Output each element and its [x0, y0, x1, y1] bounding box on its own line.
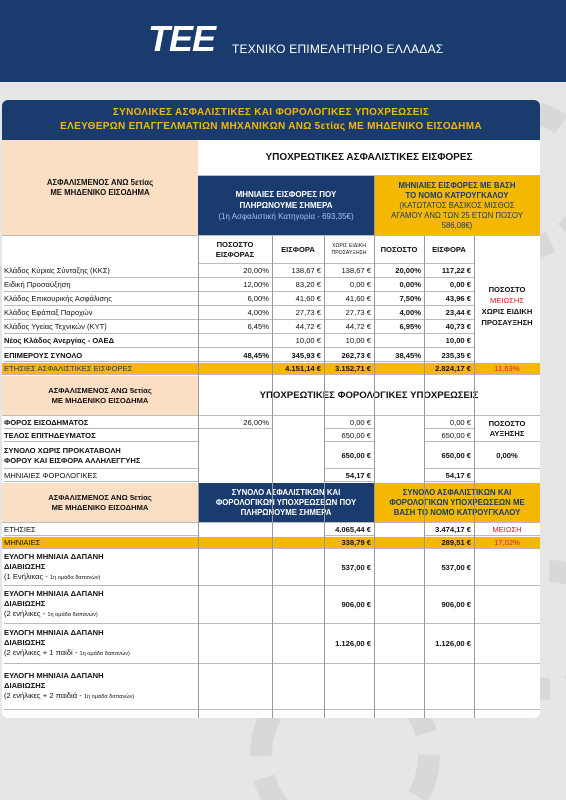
monthly-total-gap — [374, 537, 424, 549]
expense-title-2: ΔΙΑΒΙΩΣΗΣ — [4, 681, 46, 690]
increase-side-note: ΠΟΣΟΣΤΟ ΑΥΞΗΣΗΣ — [474, 417, 540, 442]
grid-line — [424, 236, 425, 718]
monthly-tax-noinc: 54,17 € — [324, 470, 374, 482]
subtotal-pct: 48,45% — [198, 350, 272, 362]
insurance-row-pct2 — [374, 334, 424, 348]
expense-note-main: (1 Ενήλικας - — [4, 572, 48, 581]
annual-total-label: ΕΤΗΣΙΕΣ — [4, 524, 198, 536]
insurance-row-noinc: 27,73 € — [324, 306, 374, 320]
expense-note-small: 1η ομάδα δαπανών) — [79, 651, 130, 657]
expense-title-2: ΔΙΑΒΙΩΣΗΣ — [4, 562, 46, 571]
insurance-row-contrib: 27,73 € — [272, 306, 324, 320]
expense-note — [4, 648, 130, 659]
monthly-total-contrib2: 289,51 € — [424, 537, 474, 549]
insurance-row-pct: 4,00% — [198, 306, 272, 320]
business-tax-contrib2: 650,00 € — [424, 430, 474, 442]
expense-row-label — [4, 550, 198, 586]
subtotal-contrib: 345,93 € — [272, 350, 324, 362]
annual-insurance-gap — [374, 363, 424, 375]
income-tax-noinc: 0,00 € — [324, 417, 374, 429]
insurance-row-noinc: 41,60 € — [324, 292, 374, 306]
tax-total-noinc: 650,00 € — [324, 443, 374, 469]
annual-total-note: ΜΕΙΩΣΗ — [474, 524, 540, 536]
col-noinc-header: ΧΩΡΙΣ ΕΙΔΙΚΗ ΠΡΟΣΑΥΞΗΣΗ — [324, 236, 374, 264]
expense-title: ΕΥΛΟΓΗ ΜΗΝΙΑΙΑ ΔΑΠΑΝΗ — [4, 628, 104, 637]
insurance-row-pct: 20,00% — [198, 264, 272, 278]
monthly-total-label: ΜΗΝΙΑΙΕΣ — [2, 537, 324, 549]
expense-row-contrib2: 537,00 € — [424, 550, 474, 586]
grid-line — [474, 236, 475, 718]
insurance-row-label: Κλάδος Επικουρικής Ασφάλισης — [4, 292, 198, 306]
insurance-row-pct2: 4,00% — [374, 306, 424, 320]
header-banner — [0, 0, 566, 82]
subtotal-contrib2: 235,35 € — [424, 350, 474, 362]
expense-title: ΕΥΛΟΓΗ ΜΗΝΙΑΙΑ ΔΑΠΑΝΗ — [4, 552, 104, 561]
insurance-row-pct2: 6,95% — [374, 320, 424, 334]
insurance-row-pct: 6,45% — [198, 320, 272, 334]
subtotal-label: ΕΠΙΜΕΡΟΥΣ ΣΥΝΟΛΟ — [4, 350, 198, 362]
insurance-row-contrib2: 40,73 € — [424, 320, 474, 334]
expense-row-noinc: 537,00 € — [324, 550, 374, 586]
insurance-row-contrib2: 0,00 € — [424, 278, 474, 292]
expense-note-main: (2 ενήλικες + 2 παιδιά - — [4, 691, 82, 700]
annual-insurance-noinc: 3.152,71 € — [324, 363, 374, 375]
insured-label-3: ΑΣΦΑΛΙΣΜΕΝΟΣ ΑΝΩ 5ετίας ΜΕ ΜΗΔΕΝΙΚΟ ΕΙΣΟΔΗΜΑ — [2, 483, 198, 523]
insurance-row-contrib2: 43,96 € — [424, 292, 474, 306]
expense-row-noinc: 1.126,00 € — [324, 624, 374, 664]
business-tax-label: ΤΕΛΟΣ ΕΠΙΤΗΔΕΥΜΑΤΟΣ — [4, 430, 198, 442]
insurance-row-pct2: 20,00% — [374, 264, 424, 278]
expense-note-main: (2 ενήλικες - — [4, 609, 46, 618]
expense-row-noinc — [324, 664, 374, 710]
summary-table-card — [2, 100, 540, 718]
today-contributions-header: ΜΗΝΙΑΙΕΣ ΕΙΣΦΟΡΕΣ ΠΟΥ ΠΛΗΡΩΝΟΥΜΕ ΣΗΜΕΡΑ (1η Ασφαλιστική Κατηγορία - 693,35€) — [198, 176, 374, 236]
insurance-row-label: Ειδική Προσαύξηση — [4, 278, 198, 292]
insurance-row-contrib2: 117,22 € — [424, 264, 474, 278]
expense-note — [4, 691, 134, 702]
expense-note — [4, 609, 98, 620]
monthly-total-pct: 17,02% — [474, 537, 540, 549]
insurance-row-pct: 12,00% — [198, 278, 272, 292]
insurance-row-label: Κλάδος Κύριας Σύνταξης (ΚΚΣ) — [4, 264, 198, 278]
col-contrib-header: ΕΙΣΦΟΡΑ — [272, 236, 324, 264]
insurance-row-pct2: 7,50% — [374, 292, 424, 306]
reduction-side-note: ΠΟΣΟΣΤΟ ΜΕΙΩΣΗΣ ΧΩΡΙΣ ΕΙΔΙΚΗ ΠΡΟΣΑΥΞΗΣΗ — [481, 285, 533, 327]
insurance-row-noinc: 44,72 € — [324, 320, 374, 334]
tax-total-label: ΣΥΝΟΛΟ ΧΩΡΙΣ ΠΡΟΚΑΤΑΒΟΛΗ ΦΟΡΟΥ ΚΑΙ ΕΙΣΦΟΡΑ ΑΛΛΗΛΕΓΓΥΗΣ — [4, 443, 198, 469]
insurance-row-pct2: 0,00% — [374, 278, 424, 292]
insurance-row-contrib: 41,60 € — [272, 292, 324, 306]
total-today-header: ΣΥΝΟΛΟ ΑΣΦΑΛΙΣΤΙΚΩΝ ΚΑΙ ΦΟΡΟΛΟΓΙΚΩΝ ΥΠΟΧΡΕΩΣΕΩΝ ΠΟΥ ΠΛΗΡΩΝΟΥΜΕ ΣΗΜΕΡΑ — [198, 483, 374, 523]
grid-line — [324, 236, 325, 718]
col-contrib2-header: ΕΙΣΦΟΡΑ — [424, 236, 474, 264]
expense-row-label — [4, 664, 198, 710]
insurance-row-contrib2: 23,44 € — [424, 306, 474, 320]
expense-note — [4, 572, 100, 583]
monthly-tax-contrib2: 54,17 € — [424, 470, 474, 482]
monthly-total-noinc: 338,79 € — [324, 537, 374, 549]
insured-label-2: ΑΣΦΑΛΙΣΜΕΝΟΣ ΑΝΩ 5ετίας ΜΕ ΜΗΔΕΝΙΚΟ ΕΙΣΟΔΗΜΑ — [2, 376, 198, 416]
insurance-row-noinc: 10,00 € — [324, 334, 374, 348]
expense-title-2: ΔΙΑΒΙΩΣΗΣ — [4, 638, 46, 647]
insurance-row-contrib: 83,20 € — [272, 278, 324, 292]
annual-insurance-contrib2: 2.824,17 € — [424, 363, 474, 375]
expense-title-2: ΔΙΑΒΙΩΣΗΣ — [4, 599, 46, 608]
income-tax-label: ΦΟΡΟΣ ΕΙΣΟΔΗΜΑΤΟΣ — [4, 417, 198, 429]
tax-heading: ΥΠΟΧΡΕΩΤΙΚΕΣ ΦΟΡΟΛΟΓΙΚΕΣ ΥΠΟΧΡΕΩΣΕΙΣ — [198, 376, 540, 416]
insurance-row-label: Κλάδος Υγείας Τεχνικών (ΚΥΤ) — [4, 320, 198, 334]
insurance-row-contrib: 44,72 € — [272, 320, 324, 334]
insurance-row-label: Νέος Κλάδος Ανεργίας - ΟΑΕΔ — [4, 334, 198, 348]
expense-row-contrib2: 906,00 € — [424, 586, 474, 624]
table-title: ΣΥΝΟΛΙΚΕΣ ΑΣΦΑΛΙΣΤΙΚΕΣ ΚΑΙ ΦΟΡΟΛΟΓΙΚΕΣ ΥΠΟΧΡΕΩΣΕΙΣ ΕΛΕΥΘΕΡΩΝ ΕΠΑΓΓΕΛΜΑΤΙΩΝ ΜΗΧΑΝΙΚΩΝ ΑΝΩ 5ετίας ΜΕ ΜΗΔΕΝΙΚΟ ΕΙΣΟΔΗΜΑ — [2, 100, 540, 140]
insurance-row-pct: 6,00% — [198, 292, 272, 306]
expense-note-small: 1η ομάδα δαπανών) — [49, 575, 101, 581]
annual-insurance-label: ΕΤΗΣΙΕΣ ΑΣΦΑΛΙΣΤΙΚΕΣ ΕΙΣΦΟΡΕΣ — [2, 363, 272, 375]
insurance-row-contrib2: 10,00 € — [424, 334, 474, 348]
insurance-row-noinc: 138,67 € — [324, 264, 374, 278]
expense-row-label — [4, 586, 198, 624]
income-tax-contrib2: 0,00 € — [424, 417, 474, 429]
grid-line — [198, 236, 199, 718]
total-law-header: ΣΥΝΟΛΟ ΑΣΦΑΛΙΣΤΙΚΩΝ ΚΑΙ ΦΟΡΟΛΟΓΙΚΩΝ ΥΠΟΧΡΕΩΣΕΩΝ ΜΕ ΒΑΣΗ ΤΟ ΝΟΜΟ ΚΑΤΡΟΥΓΚΑΛΟΥ — [374, 483, 540, 523]
subtotal-pct2: 38,45% — [374, 350, 424, 362]
expense-row-contrib2 — [424, 664, 474, 710]
insured-label: ΑΣΦΑΛΙΣΜΕΝΟΣ ΑΝΩ 5ετίας ΜΕ ΜΗΔΕΝΙΚΟ ΕΙΣΟΔΗΜΑ — [2, 140, 198, 236]
insurance-row-contrib: 10,00 € — [272, 334, 324, 348]
expense-row-contrib2: 1.126,00 € — [424, 624, 474, 664]
monthly-tax-label: ΜΗΝΙΑΙΕΣ ΦΟΡΟΛΟΓΙΚΕΣ — [4, 470, 198, 482]
business-tax-noinc: 650,00 € — [324, 430, 374, 442]
expense-row-label — [4, 624, 198, 664]
expense-row-noinc: 906,00 € — [324, 586, 374, 624]
annual-total-contrib2: 3.474,17 € — [424, 524, 474, 536]
expense-note-main: (2 ενήλικες + 1 παιδί - — [4, 648, 78, 657]
law-contributions-header: ΜΗΝΙΑΙΕΣ ΕΙΣΦΟΡΕΣ ΜΕ ΒΑΣΗ ΤΟ ΝΟΜΟ ΚΑΤΡΟΥΓΚΑΛΟΥ (ΚΑΤΩΤΑΤΟΣ ΒΑΣΙΚΟΣ ΜΙΣΘΟΣ ΑΓΑΜΟΥ ΑΝΩ ΤΩΝ 25 ΕΤΩΝ ΠΟΣΟΥ 586,08€) — [374, 176, 540, 236]
col-pct2-header: ΠΟΣΟΣΤΟ — [374, 236, 424, 264]
insurance-heading: ΥΠΟΧΡΕΩΤΙΚΕΣ ΑΣΦΑΛΙΣΤΙΚΕΣ ΕΙΣΦΟΡΕΣ — [198, 140, 540, 176]
col-pct-header: ΠΟΣΟΣΤΟ ΕΙΣΦΟΡΑΣ — [198, 236, 272, 264]
expense-note-small: 1η ομάδα δαπανών) — [83, 694, 135, 700]
subtotal-noinc: 262,73 € — [324, 350, 374, 362]
tee-logo: ΤΕΕ — [148, 18, 216, 59]
expense-title: ΕΥΛΟΓΗ ΜΗΝΙΑΙΑ ΔΑΠΑΝΗ — [4, 671, 104, 680]
insurance-row-noinc: 0,00 € — [324, 278, 374, 292]
org-name: ΤΕΧΝΙΚΟ ΕΠΙΜΕΛΗΤΗΡΙΟ ΕΛΛΑΔΑΣ — [232, 42, 444, 56]
tax-total-contrib2: 650,00 € — [424, 443, 474, 469]
insurance-row-pct — [198, 334, 272, 348]
expense-title: ΕΥΛΟΓΗ ΜΗΝΙΑΙΑ ΔΑΠΑΝΗ — [4, 589, 104, 598]
insurance-row-label: Κλάδος Εφάπαξ Παροχών — [4, 306, 198, 320]
insurance-row-contrib: 138,67 € — [272, 264, 324, 278]
annual-insurance-pct: 11,63% — [474, 363, 540, 375]
tax-total-pct: 0,00% — [474, 443, 540, 469]
annual-insurance-contrib: 4.151,14 € — [272, 363, 324, 375]
annual-total-noinc: 4.065,44 € — [324, 524, 374, 536]
grid-line — [272, 236, 273, 718]
expense-note-small: 1η ομάδα δαπανών) — [47, 612, 98, 618]
grid-line — [374, 176, 375, 718]
income-tax-pct: 26,00% — [198, 417, 272, 429]
